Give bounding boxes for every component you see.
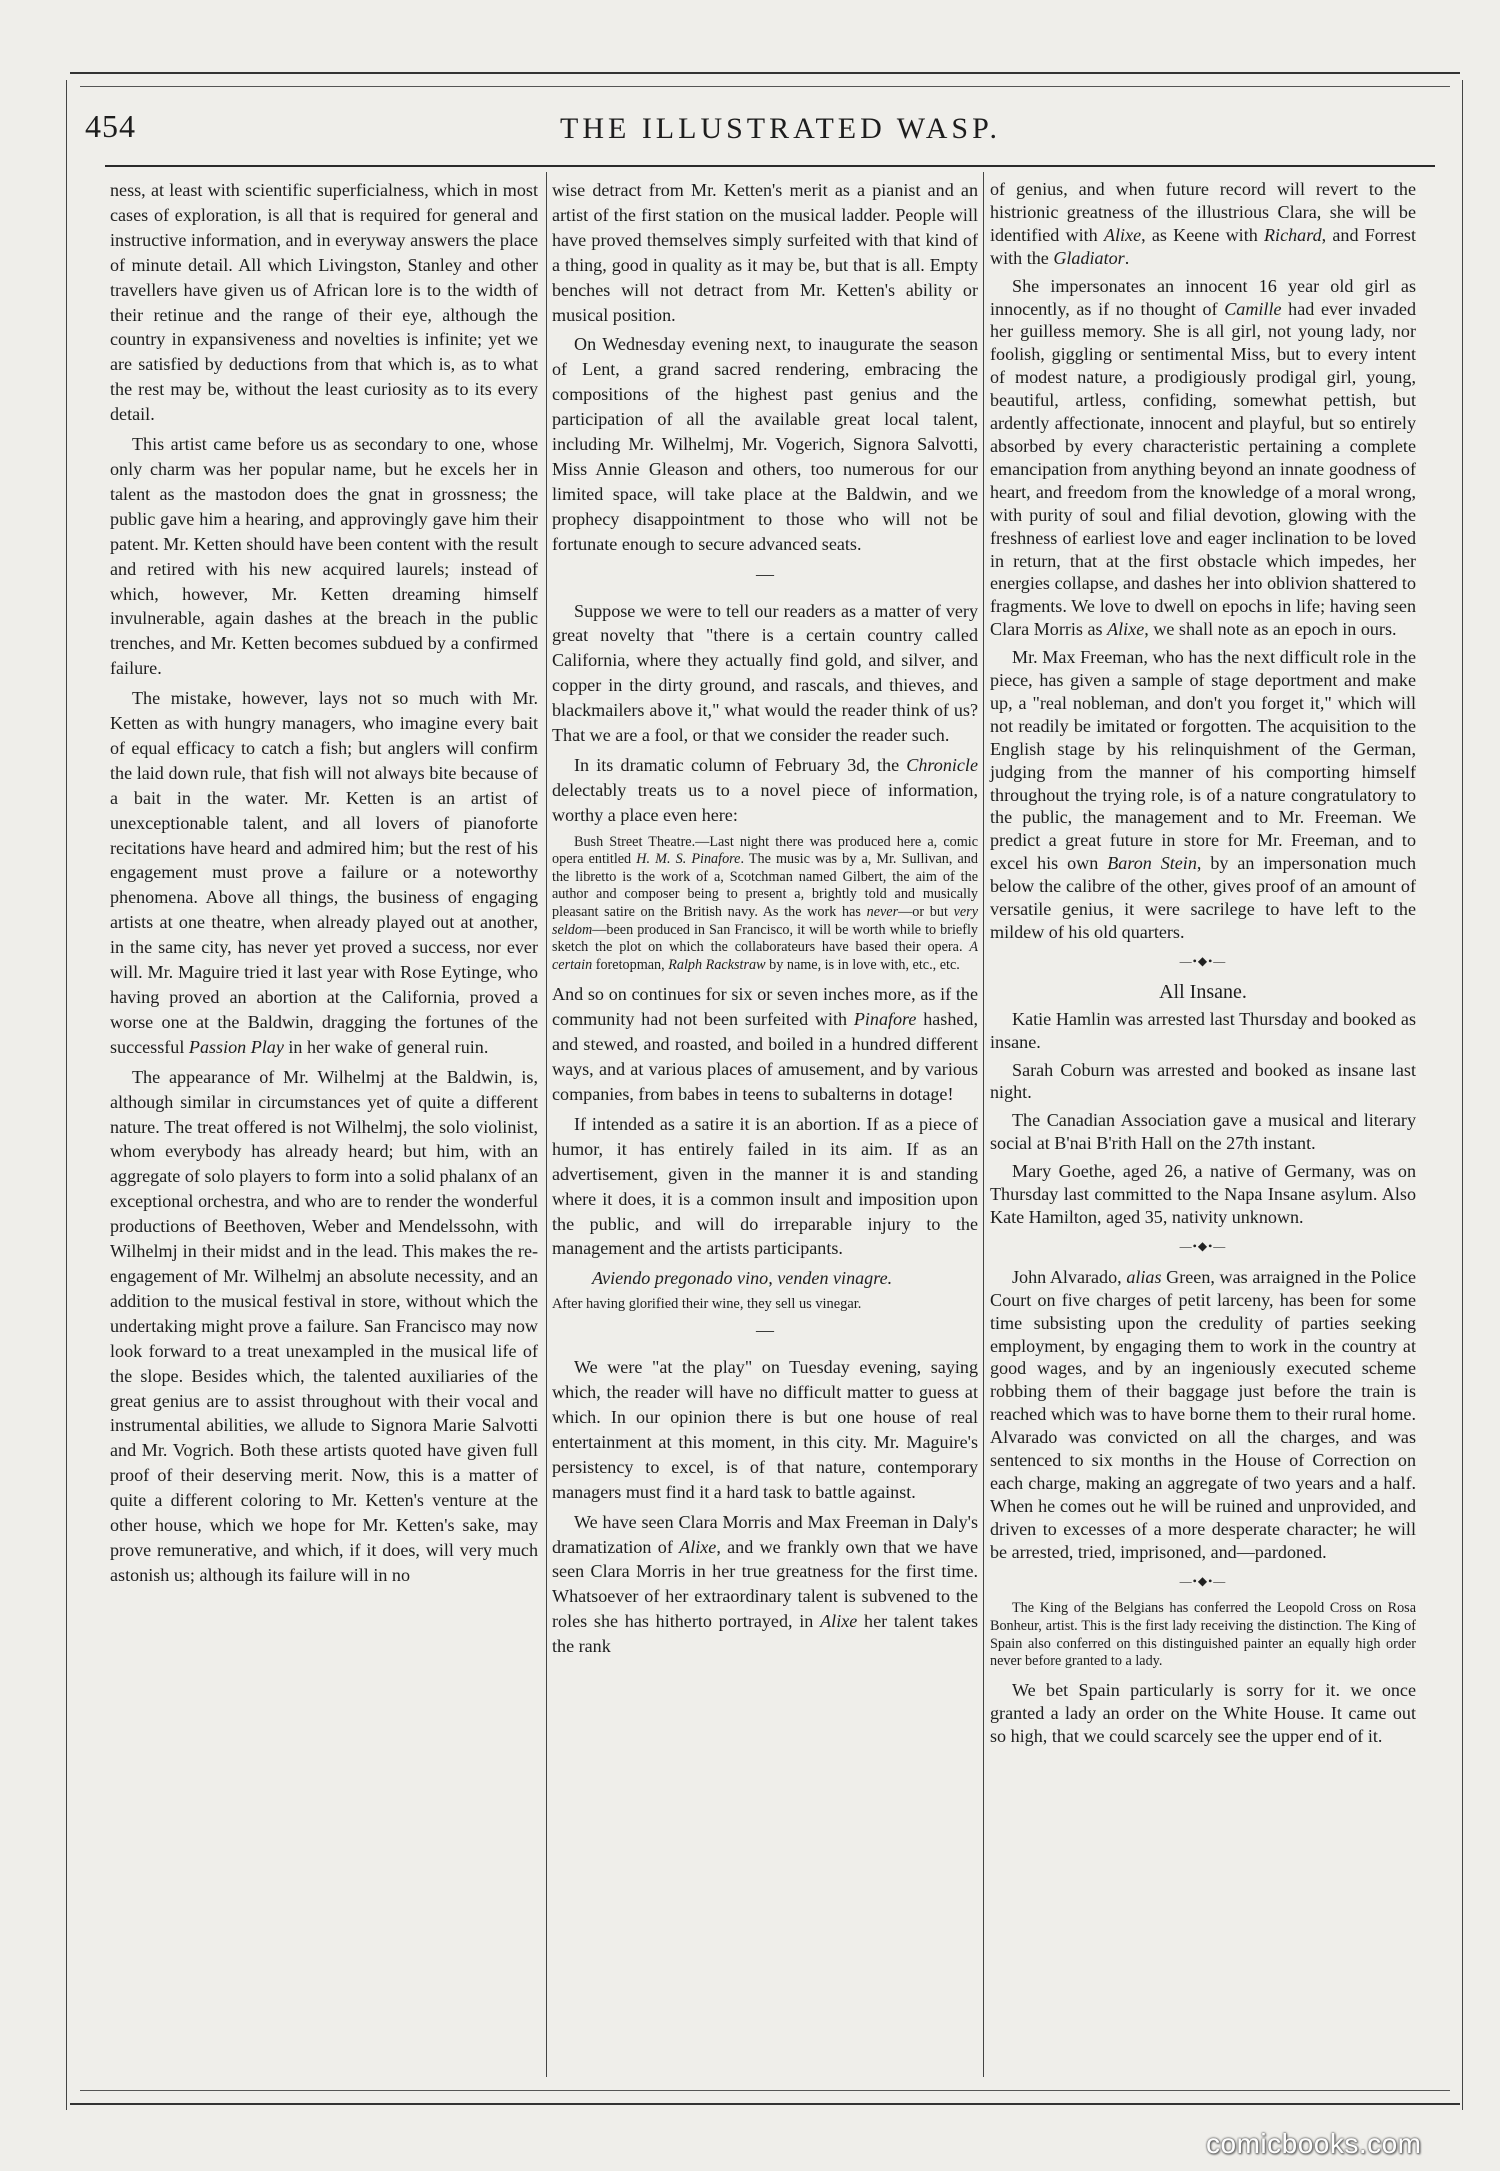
news-item: Sarah Coburn was arrested and booked as insane last night.: [990, 1059, 1416, 1103]
right-border-rule: [1462, 80, 1463, 2110]
section-separator: —: [756, 1320, 774, 1341]
header-rule: [105, 165, 1435, 167]
paragraph: The appearance of Mr. Wilhelmj at the Baldwin, is, although similar in circumstances yet of quite a different nature. The treat offered is not Wilhelmj, the solo violinist, whom everybody has already heard; but him, with an aggregate of solo players to form into a solid phalanx of an exceptional orchestra, and who are to render the wonderful productions of Beethoven, Weber and Mendelssohn, with Wilhelmj in their midst and in the lead. This makes the re-engagement of Mr. Wilhelmj an absolute necessity, and an addition to the musical festival in store, without which the undertaking might prove a failure. San Francisco may now look forward to a treat unexampled in the musical life of the slope. Besides which, the talented auxiliaries of the great genius are to assist throughout with their vocal and instrumental abilities, we allude to Signora Marie Salvotti and Mr. Vogrich. Both these artists quoted have given full proof of their deserving merit. Now, this is a matter of quite a different coloring to Mr. Ketten's venture at the other house, which we hope for Mr. Ketten's sake, may prove remunerative, and which, if it does, will very much astonish us; although its failure will in no: [110, 1066, 538, 1585]
news-item: Katie Hamlin was arrested last Thursday and booked as insane.: [990, 1008, 1416, 1052]
bottom-inner-rule: [80, 2090, 1450, 2091]
top-inner-rule: [80, 86, 1450, 87]
page-number: 454: [85, 108, 136, 144]
column-rule-2: [983, 172, 984, 2077]
news-item: Mary Goethe, aged 26, a native of Germany, was on Thursday last committed to the Napa Insane asylum. Also Kate Hamilton, aged 35, nativity unknown.: [990, 1161, 1416, 1227]
ornament-divider: —•◆•—: [1179, 953, 1227, 968]
paragraph: If intended as a satire it is an abortion. If as a piece of humor, it has entirely failed in its aim. If as an advertisement, given in the manner it is and standing where it does, it is a common insult and imposition upon the public, and will do irreparable injury to the management and the artists participants.: [552, 1113, 978, 1259]
top-border-rule: [70, 72, 1460, 74]
motto-translation: After having glorified their wine, they sell us vinegar.: [552, 1296, 862, 1313]
news-item: John Alvarado, alias Green, was arraigned in the Police Court on five charges of petit larceny, has been for some time subsisting upon the credulity of parties seeking employment, by engaging them to work in the country at good wages, and by an ingeniously executed scheme robbing them of their baggage just before the train is reached which was to have borne them to their rural home. Alvarado was convicted on all the charges, and was sentenced to six months in the House of Correction on each charge, making an aggregate of two years and a half. When he comes out he will be ruined and unprovided, and driven to excesses of a more desperate character; he will be arrested, tried, imprisoned, and—pardoned.: [990, 1266, 1416, 1562]
section-separator: —: [756, 563, 774, 584]
paragraph: On Wednesday evening next, to inaugurate the season of Lent, a grand sacred rendering, embracing the compositions of the highest past genius and the participation of all the available great local talent, including Mr. Wilhelmj, Mr. Vogerich, Signora Salvotti, Miss Annie Gleason and others, too numerous for our limited space, will take place at the Baldwin, and we prophecy disappointment to those who will not be fortunate enough to secure advanced seats.: [552, 334, 978, 554]
running-title: THE ILLUSTRATED WASP.: [560, 112, 1001, 145]
column-3: [990, 178, 1416, 1753]
paragraph: of genius, and when future record will revert to the histrionic greatness of the illustrious Clara, she will be identified with Alixe, as Keene with Richard, and Forrest with the Gladiator.: [990, 179, 1416, 268]
bottom-border-rule: [70, 2103, 1460, 2105]
news-item: We bet Spain particularly is sorry for it. we once granted a lady an order on the White House. It came out so high, that we could scarcely see the upper end of it.: [990, 1679, 1416, 1746]
ornament-divider: —•◆•—: [1179, 1238, 1227, 1253]
paragraph: wise detract from Mr. Ketten's merit as a pianist and an artist of the first station on the musical ladder. People will have proved themselves simply surfeited with that kind of a thing, good in quality as it may be, but that is all. Empty benches will not detract from Mr. Ketten's ability or musical position.: [552, 180, 978, 325]
spanish-motto: Aviendo pregonado vino, venden vinagre.: [592, 1268, 893, 1289]
paragraph: Suppose we were to tell our readers as a matter of very great novelty that "there is a certain country called California, where they actually find gold, and silver, and copper in the dirty ground, and rascals, and thieves, and blackmailers above it," what would the reader think of us? That we are a fool, or that we consider the reader such.: [552, 600, 978, 746]
left-border-rule: [66, 80, 67, 2110]
column-1: [110, 178, 538, 1593]
column-2: [552, 178, 978, 1664]
news-item-small: The King of the Belgians has conferred the Leopold Cross on Rosa Bonheur, artist. This is the first lady receiving the distinction. The King of Spain also conferred on this distinguished painter an equally high order never before granted to a lady.: [990, 1600, 1416, 1670]
news-item: The Canadian Association gave a musical and literary social at B'nai B'rith Hall on the 27th instant.: [990, 1110, 1416, 1154]
paragraph: We have seen Clara Morris and Max Freeman in Daly's dramatization of Alixe, and we frankly own that we have seen Clara Morris in her true greatness for the first time. Whatsoever of her extraordinary talent is subvened to the roles she has hitherto portrayed, in Alixe her talent takes the rank: [552, 1511, 978, 1657]
paragraph: This artist came before us as secondary to one, whose only charm was her popular name, but he excels her in talent as the mastodon does the gnat in grossness; the public gave him a hearing, and approvingly gave him their patent. Mr. Ketten should have been content with the result and retired with his new acquired laurels; instead of which, however, Mr. Ketten dreaming himself invulnerable, again dashes at the breach in the public trenches, and Mr. Ketten becomes subdued by a confirmed failure.: [110, 434, 538, 679]
paragraph: The mistake, however, lays not so much with Mr. Ketten as with hungry managers, who imagine every bait of equal efficacy to catch a fish; but anglers will confirm the laid down rule, that fish will not always bite because of a bait in the water. Mr. Ketten is an artist of unexceptionable talent, and all lovers of pianoforte recitations have heard and admired him; but the rest of his engagement must prove a failure or a noteworthy phenomena. Above all things, the business of engaging artists at one theatre, when already played out at another, in the same city, has never yet proved a success, nor ever will. Mr. Maguire tried it last year with Rose Eytinge, who having proved an abortion at the California, proved a worse one at the Baldwin, dragging the fortunes of the successful Passion Play in her wake of general ruin.: [110, 688, 538, 1057]
paragraph: Mr. Max Freeman, who has the next difficult role in the piece, has given a sample of stage deportment and make up, a "real nobleman, and don't you forget it," which will not readily be imitated or forgotten. The acquisition to the English stage by his relinquishment of the German, judging from the manner of his comporting himself throughout the trying role, is of a nature congratulatory to the public, the management and to Mr. Freeman. We predict a great future in store for Mr. Freeman, and to excel his own Baron Stein, by an impersonation much below the calibre of the other, gives proof of an amount of versatile genius, it were sacrilege to have left to the mildew of his old quarters.: [990, 647, 1416, 942]
paragraph: She impersonates an innocent 16 year old girl as innocently, as if no thought of Camille had ever invaded her guilless memory. She is all girl, not young lady, nor foolish, giggling or sentimental Miss, but to every intent of modest nature, a prodigiously prodigal girl, young, beautiful, artless, confiding, somewhat pettish, but ardently affectionate, innocent and playful, but so entirely absorbed by every characteristic pertaining a complete emancipation from anything beyond an innate goodness of heart, and freedom from the knowledge of a moral wrong, with purity of soul and filial devotion, glowing with the freshness of earliest love and eager inclination to be loved in return, that at the first obstacle which impedes, her energies collapse, and dashes her into oblivion shattered to fragments. We love to dwell on epochs in life; having seen Clara Morris as Alixe, we shall note as an epoch in ours.: [990, 275, 1417, 640]
paragraph: And so on continues for six or seven inches more, as if the community had not been surfeited with Pinafore hashed, and stewed, and roasted, and boiled in a hundred different ways, and at various places of amusement, and by various companies, from babes in teens to subalterns in dotage!: [552, 984, 978, 1105]
paragraph: ness, at least with scientific superficialness, which in most cases of exploration, is all that is required for general and instructive information, and in everyway answers the place of minute detail. All which Livingston, Stanley and other travellers have given us of African lore is to the width of their retinue and the range of their eye, although the country in expansiveness and novelties is infinite; yet we are satisfied by deductions from that which is, as to what the rest may be, without the least curiosity as to its every detail.: [110, 180, 538, 425]
quoted-notice: Bush Street Theatre.—Last night there was produced here a, comic opera entitled H. M. S. Pinafore. The music was by a, Mr. Sullivan, and the libretto is the work of a, Scotchman named Gilbert, the aim of the author and composer being to present a, brightly told and musically pleasant satire on the British navy. As the work has never—or but very seldom—been produced in San Francisco, it will be worth while to briefly sketch the plot on which the collaborateurs have based their opera. A certain foretopman, Ralph Rackstraw by name, is in love with, etc., etc.: [552, 833, 978, 973]
section-heading-all-insane: All Insane.: [1159, 980, 1247, 1003]
ornament-divider: —•◆•—: [1179, 1573, 1227, 1588]
column-rule-1: [546, 172, 547, 2077]
paragraph: In its dramatic column of February 3d, the Chronicle delectably treats us to a novel piece of information, worthy a place even here:: [552, 754, 978, 825]
paragraph: We were "at the play" on Tuesday evening, saying which, the reader will have no difficult matter to guess at which. In our opinion there is but one house of real entertainment at this moment, in this city. Mr. Maguire's persistency to excel, is of that nature, contemporary managers must find it a hard task to battle against.: [552, 1357, 978, 1502]
watermark: comicbooks.com: [1206, 2128, 1422, 2159]
